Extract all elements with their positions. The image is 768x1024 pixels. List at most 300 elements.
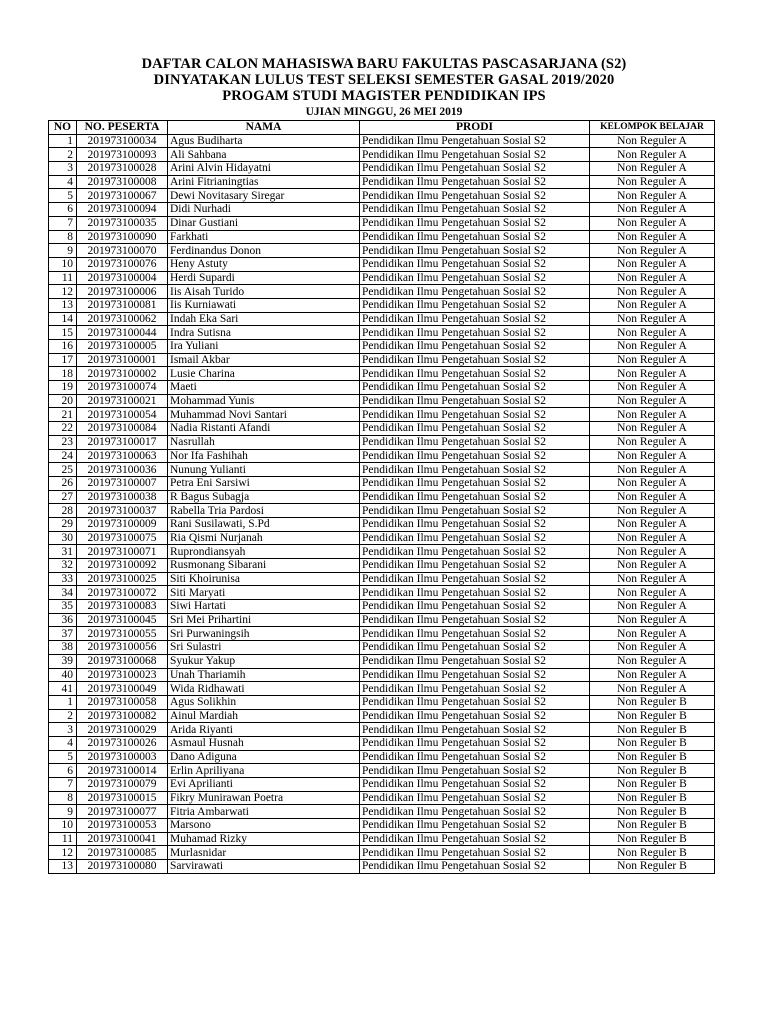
student-name: Dinar Gustiani — [168, 216, 360, 230]
study-program: Pendidikan Ilmu Pengetahuan Sosial S2 — [360, 695, 590, 709]
row-number: 27 — [49, 490, 77, 504]
table-row — [49, 285, 715, 299]
student-name: Ira Yuliani — [168, 340, 360, 354]
row-number: 6 — [49, 203, 77, 217]
participant-number: 201973100029 — [77, 723, 168, 737]
study-group: Non Reguler A — [590, 654, 715, 668]
student-name: Sri Mei Prihartini — [168, 613, 360, 627]
study-group: Non Reguler A — [590, 559, 715, 573]
study-program: Pendidikan Ilmu Pengetahuan Sosial S2 — [360, 860, 590, 874]
study-group: Non Reguler A — [590, 367, 715, 381]
study-group: Non Reguler A — [590, 600, 715, 614]
column-header-kelompok-belajar: KELOMPOK BELAJAR — [590, 121, 715, 135]
study-group: Non Reguler A — [590, 682, 715, 696]
study-group: Non Reguler A — [590, 517, 715, 531]
student-name: Nor Ifa Fashihah — [168, 449, 360, 463]
row-number: 24 — [49, 449, 77, 463]
row-number: 21 — [49, 408, 77, 422]
candidate-table — [48, 120, 715, 874]
study-program: Pendidikan Ilmu Pengetahuan Sosial S2 — [360, 394, 590, 408]
table-row — [49, 695, 715, 709]
table-row — [49, 723, 715, 737]
student-name: Agus Solikhin — [168, 695, 360, 709]
study-program: Pendidikan Ilmu Pengetahuan Sosial S2 — [360, 340, 590, 354]
row-number: 23 — [49, 435, 77, 449]
table-row — [49, 517, 715, 531]
study-group: Non Reguler B — [590, 764, 715, 778]
student-name: Ali Sahbana — [168, 148, 360, 162]
participant-number: 201973100028 — [77, 162, 168, 176]
participant-number: 201973100085 — [77, 846, 168, 860]
student-name: Ismail Akbar — [168, 353, 360, 367]
student-name: Rani Susilawati, S.Pd — [168, 517, 360, 531]
student-name: Wida Ridhawati — [168, 682, 360, 696]
study-group: Non Reguler B — [590, 846, 715, 860]
study-program: Pendidikan Ilmu Pengetahuan Sosial S2 — [360, 216, 590, 230]
student-name: Muhamad Rizky — [168, 832, 360, 846]
row-number: 1 — [49, 695, 77, 709]
participant-number: 201973100003 — [77, 750, 168, 764]
study-program: Pendidikan Ilmu Pengetahuan Sosial S2 — [360, 627, 590, 641]
table-row — [49, 504, 715, 518]
row-number: 13 — [49, 298, 77, 312]
student-name: Heny Astuty — [168, 257, 360, 271]
study-group: Non Reguler B — [590, 723, 715, 737]
table-row — [49, 819, 715, 833]
row-number: 15 — [49, 326, 77, 340]
table-row — [49, 367, 715, 381]
participant-number: 201973100044 — [77, 326, 168, 340]
study-group: Non Reguler A — [590, 257, 715, 271]
student-name: Agus Budiharta — [168, 134, 360, 148]
study-group: Non Reguler B — [590, 695, 715, 709]
study-group: Non Reguler A — [590, 175, 715, 189]
column-header-no: NO — [49, 121, 77, 135]
table-row — [49, 805, 715, 819]
study-group: Non Reguler A — [590, 586, 715, 600]
row-number: 25 — [49, 463, 77, 477]
student-name: Syukur Yakup — [168, 654, 360, 668]
study-group: Non Reguler A — [590, 613, 715, 627]
participant-number: 201973100035 — [77, 216, 168, 230]
row-number: 38 — [49, 641, 77, 655]
study-group: Non Reguler A — [590, 572, 715, 586]
row-number: 3 — [49, 162, 77, 176]
row-number: 37 — [49, 627, 77, 641]
participant-number: 201973100075 — [77, 531, 168, 545]
row-number: 3 — [49, 723, 77, 737]
study-program: Pendidikan Ilmu Pengetahuan Sosial S2 — [360, 613, 590, 627]
participant-number: 201973100058 — [77, 695, 168, 709]
table-row — [49, 860, 715, 874]
row-number: 10 — [49, 257, 77, 271]
student-name: Nunung Yulianti — [168, 463, 360, 477]
row-number: 40 — [49, 668, 77, 682]
student-name: Rusmonang Sibarani — [168, 559, 360, 573]
row-number: 7 — [49, 778, 77, 792]
table-row — [49, 545, 715, 559]
participant-number: 201973100071 — [77, 545, 168, 559]
student-name: Petra Eni Sarsiwi — [168, 476, 360, 490]
table-row — [49, 668, 715, 682]
row-number: 12 — [49, 846, 77, 860]
study-program: Pendidikan Ilmu Pengetahuan Sosial S2 — [360, 654, 590, 668]
study-group: Non Reguler A — [590, 504, 715, 518]
study-program: Pendidikan Ilmu Pengetahuan Sosial S2 — [360, 572, 590, 586]
participant-number: 201973100070 — [77, 244, 168, 258]
row-number: 2 — [49, 709, 77, 723]
student-name: Sri Purwaningsih — [168, 627, 360, 641]
participant-number: 201973100076 — [77, 257, 168, 271]
study-group: Non Reguler B — [590, 750, 715, 764]
study-program: Pendidikan Ilmu Pengetahuan Sosial S2 — [360, 778, 590, 792]
table-row — [49, 613, 715, 627]
study-program: Pendidikan Ilmu Pengetahuan Sosial S2 — [360, 559, 590, 573]
document-title-line-2: DINYATAKAN LULUS TEST SELEKSI SEMESTER GASAL 2019/2020 — [153, 72, 615, 88]
table-row — [49, 340, 715, 354]
table-row — [49, 312, 715, 326]
study-group: Non Reguler A — [590, 531, 715, 545]
student-name: Iis Aisah Turido — [168, 285, 360, 299]
study-program: Pendidikan Ilmu Pengetahuan Sosial S2 — [360, 230, 590, 244]
table-header-row — [49, 121, 715, 135]
study-group: Non Reguler A — [590, 148, 715, 162]
table-row — [49, 627, 715, 641]
table-row — [49, 381, 715, 395]
participant-number: 201973100015 — [77, 791, 168, 805]
table-row — [49, 326, 715, 340]
table-row — [49, 572, 715, 586]
student-name: Arida Riyanti — [168, 723, 360, 737]
column-header-prodi: PRODI — [360, 121, 590, 135]
study-program: Pendidikan Ilmu Pengetahuan Sosial S2 — [360, 545, 590, 559]
study-group: Non Reguler A — [590, 545, 715, 559]
table-row — [49, 750, 715, 764]
table-row — [49, 162, 715, 176]
table-row — [49, 654, 715, 668]
student-name: Marsono — [168, 819, 360, 833]
row-number: 20 — [49, 394, 77, 408]
study-program: Pendidikan Ilmu Pengetahuan Sosial S2 — [360, 531, 590, 545]
study-program: Pendidikan Ilmu Pengetahuan Sosial S2 — [360, 764, 590, 778]
student-name: Asmaul Husnah — [168, 736, 360, 750]
study-group: Non Reguler A — [590, 476, 715, 490]
row-number: 41 — [49, 682, 77, 696]
table-row — [49, 449, 715, 463]
table-row — [49, 832, 715, 846]
study-program: Pendidikan Ilmu Pengetahuan Sosial S2 — [360, 832, 590, 846]
study-program: Pendidikan Ilmu Pengetahuan Sosial S2 — [360, 709, 590, 723]
row-number: 4 — [49, 736, 77, 750]
study-group: Non Reguler A — [590, 340, 715, 354]
participant-number: 201973100092 — [77, 559, 168, 573]
student-name: Siti Khoirunisa — [168, 572, 360, 586]
table-row — [49, 257, 715, 271]
study-program: Pendidikan Ilmu Pengetahuan Sosial S2 — [360, 312, 590, 326]
row-number: 5 — [49, 750, 77, 764]
student-name: Mohammad Yunis — [168, 394, 360, 408]
student-name: Erlin Apriliyana — [168, 764, 360, 778]
row-number: 8 — [49, 791, 77, 805]
table-row — [49, 641, 715, 655]
study-program: Pendidikan Ilmu Pengetahuan Sosial S2 — [360, 175, 590, 189]
participant-number: 201973100077 — [77, 805, 168, 819]
study-group: Non Reguler A — [590, 162, 715, 176]
column-header-no-peserta: NO. PESERTA — [77, 121, 168, 135]
participant-number: 201973100079 — [77, 778, 168, 792]
row-number: 2 — [49, 148, 77, 162]
study-group: Non Reguler A — [590, 435, 715, 449]
study-program: Pendidikan Ilmu Pengetahuan Sosial S2 — [360, 504, 590, 518]
study-program: Pendidikan Ilmu Pengetahuan Sosial S2 — [360, 134, 590, 148]
student-name: Ria Qismi Nurjanah — [168, 531, 360, 545]
study-group: Non Reguler A — [590, 641, 715, 655]
study-group: Non Reguler A — [590, 134, 715, 148]
student-name: Muhammad Novi Santari — [168, 408, 360, 422]
table-row — [49, 682, 715, 696]
study-program: Pendidikan Ilmu Pengetahuan Sosial S2 — [360, 189, 590, 203]
row-number: 17 — [49, 353, 77, 367]
study-program: Pendidikan Ilmu Pengetahuan Sosial S2 — [360, 586, 590, 600]
row-number: 9 — [49, 244, 77, 258]
study-program: Pendidikan Ilmu Pengetahuan Sosial S2 — [360, 326, 590, 340]
participant-number: 201973100045 — [77, 613, 168, 627]
study-program: Pendidikan Ilmu Pengetahuan Sosial S2 — [360, 682, 590, 696]
study-program: Pendidikan Ilmu Pengetahuan Sosial S2 — [360, 244, 590, 258]
participant-number: 201973100090 — [77, 230, 168, 244]
study-group: Non Reguler A — [590, 627, 715, 641]
student-name: Sarvirawati — [168, 860, 360, 874]
study-program: Pendidikan Ilmu Pengetahuan Sosial S2 — [360, 449, 590, 463]
row-number: 28 — [49, 504, 77, 518]
row-number: 6 — [49, 764, 77, 778]
row-number: 39 — [49, 654, 77, 668]
study-program: Pendidikan Ilmu Pengetahuan Sosial S2 — [360, 805, 590, 819]
table-row — [49, 764, 715, 778]
student-name: Indah Eka Sari — [168, 312, 360, 326]
study-program: Pendidikan Ilmu Pengetahuan Sosial S2 — [360, 381, 590, 395]
study-group: Non Reguler A — [590, 381, 715, 395]
study-group: Non Reguler A — [590, 449, 715, 463]
participant-number: 201973100082 — [77, 709, 168, 723]
row-number: 30 — [49, 531, 77, 545]
study-group: Non Reguler B — [590, 860, 715, 874]
student-name: Unah Thariamih — [168, 668, 360, 682]
study-program: Pendidikan Ilmu Pengetahuan Sosial S2 — [360, 298, 590, 312]
table-row — [49, 394, 715, 408]
table-row — [49, 353, 715, 367]
student-name: Rabella Tria Pardosi — [168, 504, 360, 518]
participant-number: 201973100008 — [77, 175, 168, 189]
student-name: Dano Adiguna — [168, 750, 360, 764]
study-group: Non Reguler A — [590, 189, 715, 203]
study-program: Pendidikan Ilmu Pengetahuan Sosial S2 — [360, 641, 590, 655]
table-row — [49, 175, 715, 189]
student-name: Sri Sulastri — [168, 641, 360, 655]
study-program: Pendidikan Ilmu Pengetahuan Sosial S2 — [360, 408, 590, 422]
study-program: Pendidikan Ilmu Pengetahuan Sosial S2 — [360, 367, 590, 381]
row-number: 19 — [49, 381, 77, 395]
table-row — [49, 463, 715, 477]
participant-number: 201973100081 — [77, 298, 168, 312]
study-program: Pendidikan Ilmu Pengetahuan Sosial S2 — [360, 148, 590, 162]
participant-number: 201973100014 — [77, 764, 168, 778]
student-name: Ruprondiansyah — [168, 545, 360, 559]
study-program: Pendidikan Ilmu Pengetahuan Sosial S2 — [360, 162, 590, 176]
participant-number: 201973100036 — [77, 463, 168, 477]
participant-number: 201973100083 — [77, 600, 168, 614]
study-program: Pendidikan Ilmu Pengetahuan Sosial S2 — [360, 271, 590, 285]
table-row — [49, 216, 715, 230]
study-program: Pendidikan Ilmu Pengetahuan Sosial S2 — [360, 819, 590, 833]
table-row — [49, 600, 715, 614]
table-row — [49, 148, 715, 162]
participant-number: 201973100026 — [77, 736, 168, 750]
row-number: 1 — [49, 134, 77, 148]
study-program: Pendidikan Ilmu Pengetahuan Sosial S2 — [360, 422, 590, 436]
participant-number: 201973100038 — [77, 490, 168, 504]
participant-number: 201973100037 — [77, 504, 168, 518]
row-number: 9 — [49, 805, 77, 819]
student-name: Indra Sutisna — [168, 326, 360, 340]
student-name: Ainul Mardiah — [168, 709, 360, 723]
table-row — [49, 476, 715, 490]
student-name: Maeti — [168, 381, 360, 395]
participant-number: 201973100093 — [77, 148, 168, 162]
participant-number: 201973100068 — [77, 654, 168, 668]
study-group: Non Reguler A — [590, 230, 715, 244]
student-name: Arini Alvin Hidayatni — [168, 162, 360, 176]
row-number: 26 — [49, 476, 77, 490]
study-group: Non Reguler A — [590, 394, 715, 408]
row-number: 14 — [49, 312, 77, 326]
row-number: 8 — [49, 230, 77, 244]
study-program: Pendidikan Ilmu Pengetahuan Sosial S2 — [360, 257, 590, 271]
study-group: Non Reguler B — [590, 819, 715, 833]
table-body — [49, 134, 715, 873]
study-group: Non Reguler A — [590, 216, 715, 230]
table-row — [49, 244, 715, 258]
study-group: Non Reguler B — [590, 791, 715, 805]
participant-number: 201973100034 — [77, 134, 168, 148]
table-row — [49, 203, 715, 217]
study-group: Non Reguler A — [590, 408, 715, 422]
student-name: Nasrullah — [168, 435, 360, 449]
student-name: Iis Kurniawati — [168, 298, 360, 312]
student-name: Ferdinandus Donon — [168, 244, 360, 258]
study-group: Non Reguler A — [590, 271, 715, 285]
exam-date: UJIAN MINGGU, 26 MEI 2019 — [305, 106, 463, 118]
participant-number: 201973100001 — [77, 353, 168, 367]
student-name: Herdi Supardi — [168, 271, 360, 285]
table-row — [49, 408, 715, 422]
row-number: 32 — [49, 559, 77, 573]
participant-number: 201973100007 — [77, 476, 168, 490]
study-group: Non Reguler B — [590, 709, 715, 723]
participant-number: 201973100025 — [77, 572, 168, 586]
participant-number: 201973100055 — [77, 627, 168, 641]
table-row — [49, 134, 715, 148]
study-group: Non Reguler A — [590, 326, 715, 340]
student-name: Fikry Munirawan Poetra — [168, 791, 360, 805]
row-number: 36 — [49, 613, 77, 627]
row-number: 16 — [49, 340, 77, 354]
document-title-line-1: DAFTAR CALON MAHASISWA BARU FAKULTAS PASCASARJANA (S2) — [141, 56, 627, 72]
table-row — [49, 778, 715, 792]
participant-number: 201973100053 — [77, 819, 168, 833]
study-program: Pendidikan Ilmu Pengetahuan Sosial S2 — [360, 723, 590, 737]
table-row — [49, 709, 715, 723]
participant-number: 201973100004 — [77, 271, 168, 285]
study-program: Pendidikan Ilmu Pengetahuan Sosial S2 — [360, 668, 590, 682]
study-group: Non Reguler B — [590, 736, 715, 750]
participant-number: 201973100067 — [77, 189, 168, 203]
participant-number: 201973100094 — [77, 203, 168, 217]
study-program: Pendidikan Ilmu Pengetahuan Sosial S2 — [360, 490, 590, 504]
table-row — [49, 736, 715, 750]
participant-number: 201973100074 — [77, 381, 168, 395]
row-number: 7 — [49, 216, 77, 230]
study-program: Pendidikan Ilmu Pengetahuan Sosial S2 — [360, 736, 590, 750]
row-number: 34 — [49, 586, 77, 600]
study-program: Pendidikan Ilmu Pengetahuan Sosial S2 — [360, 600, 590, 614]
study-group: Non Reguler A — [590, 312, 715, 326]
student-name: Fitria Ambarwati — [168, 805, 360, 819]
study-program: Pendidikan Ilmu Pengetahuan Sosial S2 — [360, 353, 590, 367]
column-header-nama: NAMA — [168, 121, 360, 135]
student-name: R Bagus Subagja — [168, 490, 360, 504]
participant-number: 201973100084 — [77, 422, 168, 436]
study-group: Non Reguler A — [590, 490, 715, 504]
student-name: Farkhati — [168, 230, 360, 244]
participant-number: 201973100005 — [77, 340, 168, 354]
study-program: Pendidikan Ilmu Pengetahuan Sosial S2 — [360, 476, 590, 490]
study-program: Pendidikan Ilmu Pengetahuan Sosial S2 — [360, 203, 590, 217]
participant-number: 201973100049 — [77, 682, 168, 696]
study-program: Pendidikan Ilmu Pengetahuan Sosial S2 — [360, 750, 590, 764]
table-row — [49, 298, 715, 312]
student-name: Siwi Hartati — [168, 600, 360, 614]
table-row — [49, 586, 715, 600]
table-row — [49, 531, 715, 545]
table-row — [49, 189, 715, 203]
study-program: Pendidikan Ilmu Pengetahuan Sosial S2 — [360, 285, 590, 299]
row-number: 11 — [49, 271, 77, 285]
study-program: Pendidikan Ilmu Pengetahuan Sosial S2 — [360, 846, 590, 860]
table-row — [49, 846, 715, 860]
study-group: Non Reguler A — [590, 353, 715, 367]
row-number: 13 — [49, 860, 77, 874]
student-name: Siti Maryati — [168, 586, 360, 600]
participant-number: 201973100063 — [77, 449, 168, 463]
row-number: 5 — [49, 189, 77, 203]
participant-number: 201973100023 — [77, 668, 168, 682]
participant-number: 201973100054 — [77, 408, 168, 422]
participant-number: 201973100056 — [77, 641, 168, 655]
participant-number: 201973100006 — [77, 285, 168, 299]
study-group: Non Reguler A — [590, 463, 715, 477]
participant-number: 201973100009 — [77, 517, 168, 531]
participant-number: 201973100002 — [77, 367, 168, 381]
study-group: Non Reguler A — [590, 244, 715, 258]
study-program: Pendidikan Ilmu Pengetahuan Sosial S2 — [360, 435, 590, 449]
row-number: 10 — [49, 819, 77, 833]
table-row — [49, 791, 715, 805]
study-group: Non Reguler A — [590, 203, 715, 217]
student-name: Murlasnidar — [168, 846, 360, 860]
participant-number: 201973100017 — [77, 435, 168, 449]
table-row — [49, 559, 715, 573]
